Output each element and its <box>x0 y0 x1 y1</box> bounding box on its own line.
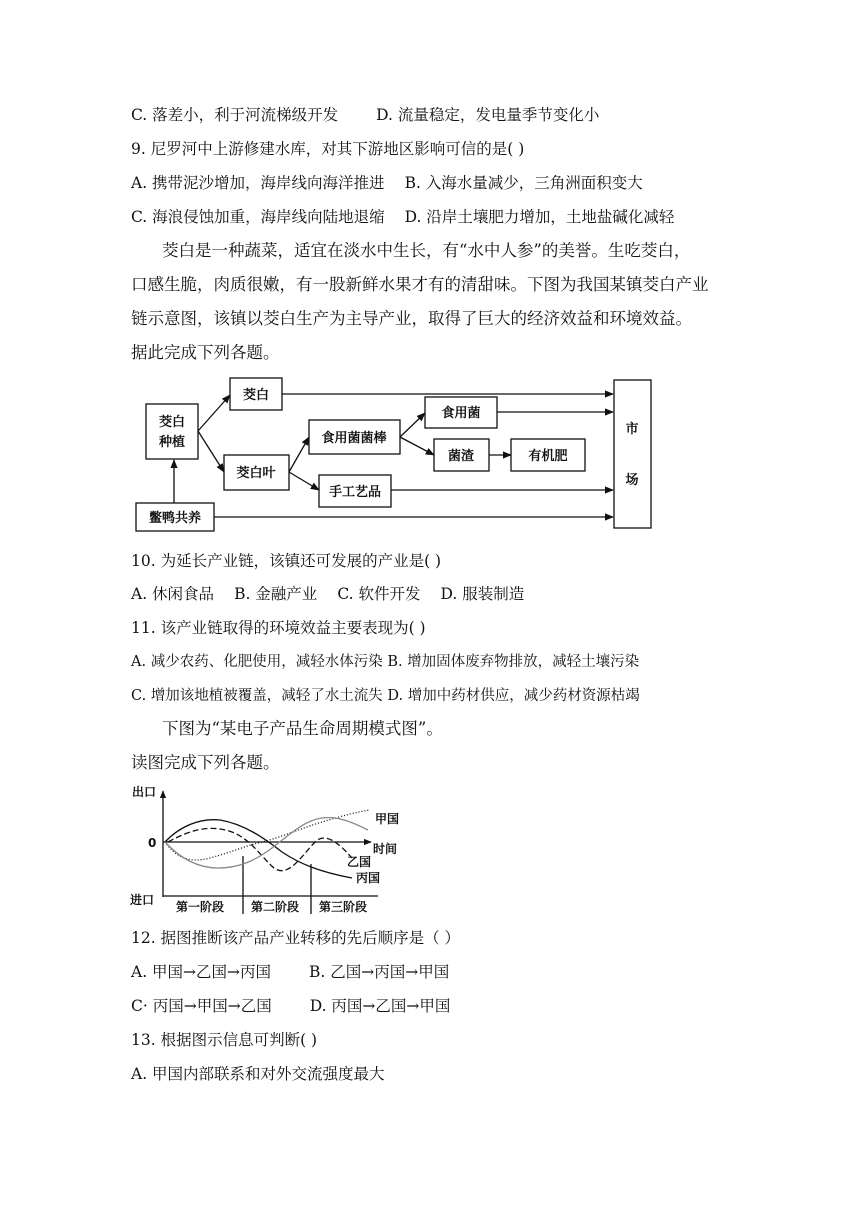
q11-option-a: A. 减少农药、化肥使用，减轻水体污染 <box>131 654 383 670</box>
q9-option-b: B. 入海水量减少，三角洲面积变大 <box>404 174 643 192</box>
passage1-line4: 据此完成下列各题。 <box>131 343 280 362</box>
node-jiaobai: 茭白 <box>242 388 270 403</box>
label-bing: 丙国 <box>356 871 381 885</box>
label-stage1: 第一阶段 <box>176 900 225 914</box>
node-leaf: 茭白叶 <box>236 466 276 481</box>
q10-option-c: C. 软件开发 <box>337 585 421 603</box>
label-yi: 乙国 <box>347 855 372 869</box>
q13-stem: 13. 根据图示信息可判断( ) <box>131 1031 318 1049</box>
node-planting-line2: 种植 <box>158 435 186 450</box>
passage2-line1: 下图为“某电子产品生命周期模式图”。 <box>162 719 443 738</box>
passage1-line3: 链示意图，该镇以茭白生产为主导产业，取得了巨大的经济效益和环境效益。 <box>131 309 692 328</box>
q10-option-d: D. 服装制造 <box>440 585 525 603</box>
curve-bing <box>165 820 352 878</box>
q12-option-d: D. 丙国→乙国→甲国 <box>309 997 451 1015</box>
q11-option-d: D. 增加中药材供应，减少药材资源枯竭 <box>387 688 640 704</box>
node-handicraft: 手工艺品 <box>328 485 382 500</box>
q13-option-a: A. 甲国内部联系和对外交流强度最大 <box>131 1065 385 1083</box>
q12-option-c: C· 丙国→甲国→乙国 <box>131 997 272 1015</box>
q11-option-c: C. 增加该地植被覆盖，减轻了水土流失 <box>131 688 383 704</box>
q12-options-row-2 <box>131 996 450 1016</box>
q8-option-c: C. 落差小，利于河流梯级开发 <box>131 106 339 124</box>
q10-stem: 10. 为延长产业链，该镇还可发展的产业是( ) <box>131 552 442 570</box>
node-market-1: 市 <box>625 422 639 437</box>
label-stage3: 第三阶段 <box>319 900 368 914</box>
label-jia: 甲国 <box>375 812 400 826</box>
node-market-2: 场 <box>625 473 639 488</box>
label-export: 出口 <box>132 785 157 799</box>
passage1-line1: 茭白是一种蔬菜，适宜在淡水中生长，有“水中人参”的美誉。生吃茭白， <box>162 241 691 260</box>
node-turtle-duck: 鳖鸭共养 <box>148 511 202 526</box>
node-planting-line1: 茭白 <box>158 415 186 430</box>
q12-options-row-1 <box>131 962 449 982</box>
q10-option-a: A. 休闲食品 <box>131 585 215 603</box>
q12-stem: 12. 据图推断该产品产业转移的先后顺序是（ ） <box>131 929 461 947</box>
label-zero: 0 <box>148 836 157 850</box>
label-time: 时间 <box>373 842 398 856</box>
q10-option-b: B. 金融产业 <box>234 585 318 603</box>
node-mushroom-stick: 食用菌菌棒 <box>321 431 387 446</box>
label-import: 进口 <box>130 893 155 907</box>
q11-stem: 11. 该产业链取得的环境效益主要表现为( ) <box>131 619 426 637</box>
node-fertilizer: 有机肥 <box>528 449 568 464</box>
q12-option-b: B. 乙国→丙国→甲国 <box>309 963 450 981</box>
q9-option-c: C. 海浪侵蚀加重，海岸线向陆地退缩 <box>131 208 385 226</box>
passage2-line2: 读图完成下列各题。 <box>131 753 280 772</box>
node-residue: 菌渣 <box>447 449 475 464</box>
q8-option-d: D. 流量稳定，发电量季节变化小 <box>376 106 600 124</box>
q9-stem: 9. 尼罗河中上游修建水库，对其下游地区影响可信的是( ) <box>131 140 525 158</box>
q11-option-b: B. 增加固体废弃物排放，减轻土壤污染 <box>387 654 640 670</box>
q9-option-d: D. 沿岸土壤肥力增加，土地盐碱化减轻 <box>404 208 675 226</box>
curve-jia <box>165 810 370 860</box>
q12-option-a: A. 甲国→乙国→丙国 <box>131 963 272 981</box>
q9-option-a: A. 携带泥沙增加，海岸线向海洋推进 <box>131 174 385 192</box>
passage1-line2: 口感生脆，肉质很嫩，有一股新鲜水果才有的清甜味。下图为我国某镇茭白产业 <box>131 275 709 294</box>
node-edible-fungus: 食用菌 <box>441 406 481 421</box>
label-stage2: 第二阶段 <box>251 900 300 914</box>
